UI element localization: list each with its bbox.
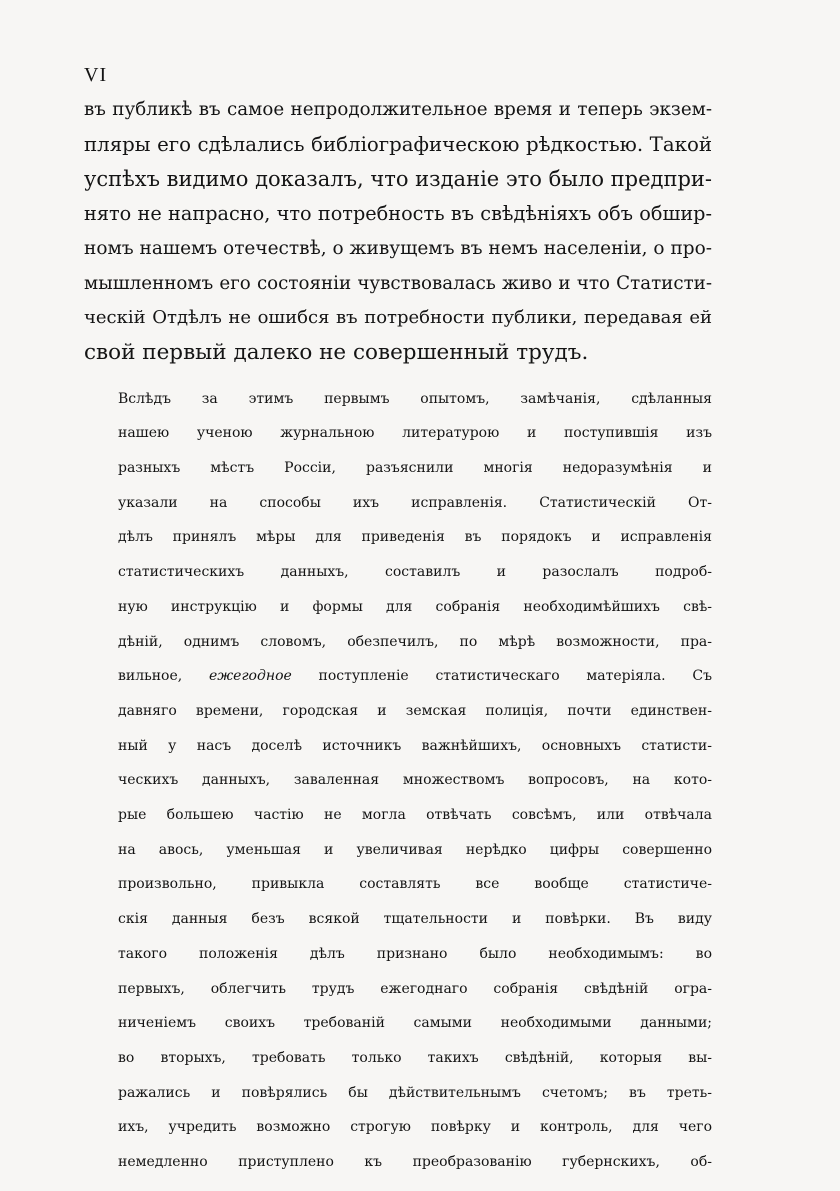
text-line: свой первый далеко не совершенный трудъ. <box>84 339 589 365</box>
text-line: ный у насъ доселѣ источникъ важнѣйшихъ, основныхъ статисти- <box>118 737 712 754</box>
text-line: нято не напрасно, что потребность въ свѣдѣніяхъ объ обшир- <box>84 202 712 226</box>
text-line: давняго времени, городская и земская полиція, почти единствен- <box>118 702 712 719</box>
text-line: дѣлъ принялъ мѣры для приведенія въ порядокъ и исправленія <box>118 529 712 546</box>
text-line: ниченіемъ своихъ требованій самыми необходимыми данными; <box>118 1015 712 1032</box>
text-line: въ публикѣ въ самое непродолжительное время и теперь экзем- <box>84 99 712 120</box>
text-line: пляры его сдѣлались библіографическою рѣдкостью. Такой <box>84 132 712 156</box>
text-line: произвольно, привыкла составлять все вообще статистиче- <box>118 876 712 893</box>
text-line: рые большею частію не могла отвѣчать совсѣмъ, или отвѣчала <box>118 807 712 824</box>
text-line: такого положенія дѣлъ признано было необходимымъ: во <box>118 945 712 962</box>
text-line: статистическихъ данныхъ, составилъ и разослалъ подроб- <box>118 564 712 581</box>
text-line: во вторыхъ, требовать только такихъ свѣдѣній, которыя вы- <box>118 1049 712 1066</box>
text-line: разныхъ мѣстъ Россіи, разъяснили многія недоразумѣнія и <box>118 460 712 477</box>
text-line: указали на способы ихъ исправленія. Статистическій От- <box>118 494 712 511</box>
text-line: первыхъ, облегчить трудъ ежегоднаго собранія свѣдѣній огра- <box>118 980 712 997</box>
text-segment: поступленіе статистическаго матеріяла. Съ <box>291 668 712 685</box>
text-line: ческихъ данныхъ, заваленная множествомъ вопросовъ, на кото- <box>118 772 712 789</box>
paragraph-1 <box>84 93 712 371</box>
text-line: успѣхъ видимо доказалъ, что изданіе это было предпри- <box>84 167 712 192</box>
text-segment: вильное, <box>118 668 209 685</box>
text-line: мышленномъ его состояніи чувствовалась живо и что Статисти- <box>84 272 712 294</box>
text-line: на авось, уменьшая и увеличивая нерѣдко цифры совершенно <box>118 841 712 858</box>
text-line: ихъ, учредить возможно строгую повѣрку и контроль, для чего <box>118 1119 712 1136</box>
text-line: немедленно приступлено къ преобразованію губернскихъ, об- <box>118 1154 712 1171</box>
text-line: скія данныя безъ всякой тщательности и повѣрки. Въ виду <box>118 911 712 928</box>
text-line-with-emphasis <box>84 659 712 694</box>
emphasized-word: ежегодное <box>208 668 292 685</box>
text-line: номъ нашемъ отечествѣ, о живущемъ въ немъ населеніи, о про- <box>84 237 713 259</box>
text-line: ражались и повѣрялись бы дѣйствительнымъ счетомъ; въ треть- <box>118 1084 712 1101</box>
page-number: VI <box>84 64 108 86</box>
text-line: дѣній, однимъ словомъ, обезпечилъ, по мѣрѣ возможности, пра- <box>118 633 712 650</box>
text-line: Вслѣдъ за этимъ первымъ опытомъ, замѣчанія, сдѣланныя <box>118 390 712 407</box>
text-line: нашею ученою журнальною литературою и поступившія изъ <box>118 425 712 442</box>
paragraph-2 <box>84 382 712 1180</box>
text-line: ческій Отдѣлъ не ошибся въ потребности публики, передавая ей <box>84 307 712 329</box>
body-text <box>84 93 712 1180</box>
text-line: ную инструкцію и формы для собранія необходимѣйшихъ свѣ- <box>118 598 712 615</box>
